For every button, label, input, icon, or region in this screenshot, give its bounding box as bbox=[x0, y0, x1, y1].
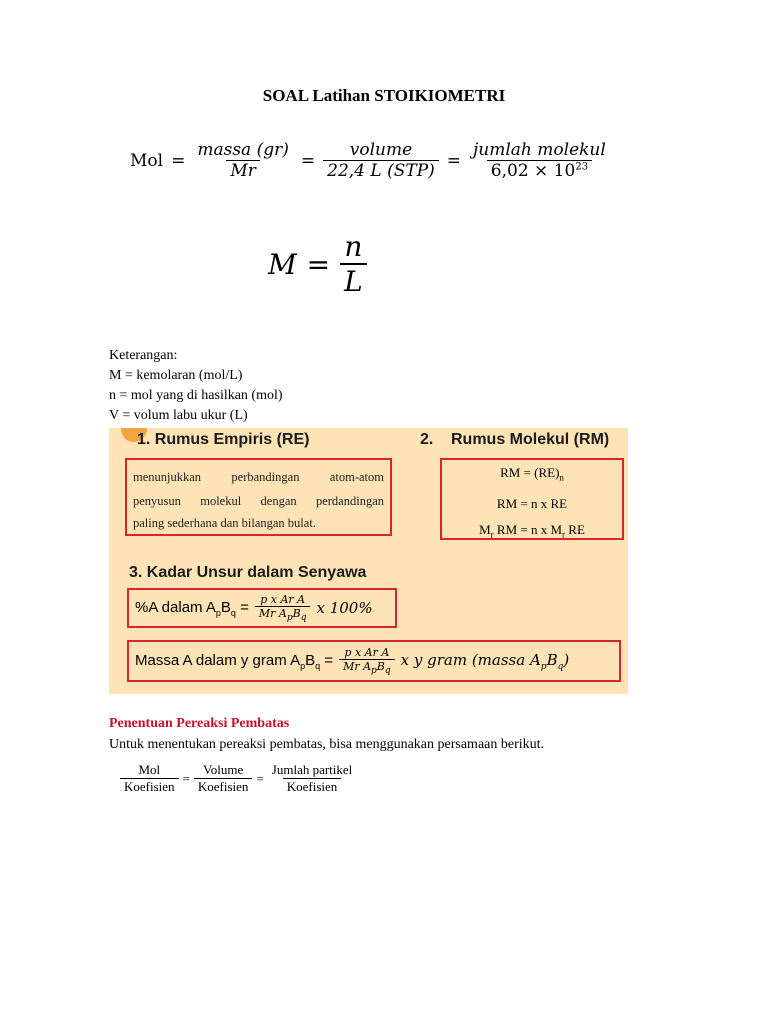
rm-line-1 bbox=[442, 460, 622, 491]
massa-rhs: x y gram (massa $A_pB_q$) bbox=[400, 650, 570, 672]
keterangan-heading: Keterangan: bbox=[109, 348, 178, 363]
massa-rhs-text: x y gram (massa A bbox=[400, 650, 541, 669]
massa-lhs-text: Massa A dalam y gram A bbox=[135, 651, 301, 669]
keterangan-line: V = volum labu ukur (L) bbox=[109, 408, 248, 423]
massa-formula-box bbox=[127, 640, 621, 682]
fraction-n-over-L bbox=[340, 230, 367, 298]
fraction-numerator: jumlah molekul bbox=[473, 140, 606, 160]
fraction-denominator bbox=[487, 160, 592, 181]
fraction-volume bbox=[323, 140, 439, 181]
fraction-numerator: massa (gr) bbox=[197, 140, 289, 160]
rumus-panel bbox=[109, 428, 628, 694]
letter-b: B bbox=[292, 606, 301, 620]
fraction-numerator: volume bbox=[349, 140, 413, 160]
letter-b: B bbox=[220, 598, 231, 616]
rm-line-3-sub: r bbox=[562, 529, 566, 540]
fraction-massa bbox=[193, 140, 293, 181]
subscript-q: q bbox=[230, 607, 236, 618]
kadar-fraction bbox=[255, 593, 311, 623]
massa-den-text: Mr A bbox=[343, 659, 372, 673]
fraction-mol bbox=[120, 762, 179, 795]
subscript-p: p bbox=[286, 613, 293, 624]
fraction-denominator: L bbox=[340, 263, 367, 298]
avogadro-base: 6,02 × 10 bbox=[490, 161, 576, 181]
rm-number: 2. bbox=[420, 431, 434, 448]
kadar-den-text: Mr A bbox=[258, 606, 287, 620]
fraction-denominator bbox=[255, 606, 311, 623]
keterangan-line: M = kemolaran (mol/L) bbox=[109, 368, 243, 383]
kadar-rhs: x 100% bbox=[316, 599, 373, 617]
rm-line-3-part: RE bbox=[565, 521, 585, 537]
fraction-numerator: Volume bbox=[203, 762, 244, 777]
keterangan-line: n = mol yang di hasilkan (mol) bbox=[109, 388, 283, 403]
equals-sign: = bbox=[446, 150, 462, 171]
subscript-q: q bbox=[384, 666, 391, 677]
re-text-line: menunjukkan perbandingan atom-atom bbox=[133, 470, 384, 484]
molarity-lhs: M bbox=[268, 247, 297, 281]
rm-line-3-part: M bbox=[479, 521, 491, 537]
subscript-q: q bbox=[300, 613, 307, 624]
rm-line-3 bbox=[442, 517, 622, 548]
kadar-heading: 3. Kadar Unsur dalam Senyawa bbox=[129, 564, 367, 581]
mol-lhs: Mol bbox=[130, 150, 164, 171]
subscript-p: p bbox=[371, 666, 377, 677]
kadar-formula-box bbox=[127, 588, 397, 628]
molarity-formula bbox=[268, 230, 367, 298]
fraction-numerator: p x Ar A bbox=[344, 645, 390, 659]
fraction-numerator: Mol bbox=[138, 762, 161, 777]
rm-heading: Rumus Molekul (RM) bbox=[451, 431, 610, 448]
re-heading: 1. Rumus Empiris (RE) bbox=[137, 431, 310, 448]
re-definition-box bbox=[125, 458, 392, 536]
rm-line-2: RM = n x RE bbox=[496, 495, 568, 511]
subscript-p: p bbox=[300, 660, 306, 671]
massa-fraction bbox=[339, 646, 395, 676]
fraction-jumlah-molekul bbox=[469, 140, 610, 181]
fraction-jumlah-partikel bbox=[268, 762, 357, 795]
rm-line-1-sub: n bbox=[559, 472, 564, 483]
pereaksi-formula bbox=[120, 762, 356, 795]
equals-sign: = bbox=[256, 770, 264, 786]
fraction-denominator bbox=[339, 659, 395, 676]
fraction-denominator: Koefisien bbox=[120, 778, 179, 795]
subscript-q: q bbox=[557, 661, 564, 672]
keterangan-block bbox=[109, 346, 283, 426]
letter-b: B bbox=[305, 651, 316, 669]
re-text-line: paling sederhana dan bilangan bulat. bbox=[133, 516, 316, 530]
mol-formula bbox=[130, 140, 610, 181]
rm-line-3-sub: r bbox=[490, 529, 494, 540]
fraction-numerator: Jumlah partikel bbox=[271, 762, 353, 777]
rm-formula-box bbox=[440, 458, 624, 540]
equals-sign: = bbox=[300, 150, 316, 171]
equals-sign: = bbox=[306, 247, 331, 281]
equals-sign: = bbox=[182, 770, 190, 786]
document-title: SOAL Latihan STOIKIOMETRI bbox=[262, 86, 506, 105]
fraction-denominator: 22,4 L (STP) bbox=[323, 160, 439, 181]
fraction-denominator: Koefisien bbox=[194, 778, 253, 795]
subscript-p: p bbox=[540, 661, 547, 672]
fraction-numerator: n bbox=[344, 230, 363, 263]
fraction-volume bbox=[194, 762, 253, 795]
kadar-lhs-text: %A dalam A bbox=[135, 598, 216, 616]
subscript-p: p bbox=[215, 607, 221, 618]
pereaksi-text: Untuk menentukan pereaksi pembatas, bisa menggunakan persamaan berikut. bbox=[109, 737, 545, 752]
re-text-line: penyusun molekul dengan perdandingan bbox=[133, 494, 384, 508]
fraction-denominator: Koefisien bbox=[283, 778, 342, 795]
equals-sign: = bbox=[171, 150, 186, 171]
avogadro-exponent: 23 bbox=[575, 161, 589, 173]
letter-b: B bbox=[376, 659, 385, 673]
pereaksi-heading: Penentuan Pereaksi Pembatas bbox=[109, 716, 290, 731]
fraction-numerator: p x Ar A bbox=[260, 592, 306, 606]
letter-b: B bbox=[546, 650, 558, 669]
subscript-q: q bbox=[315, 660, 321, 671]
fraction-denominator: Mr bbox=[226, 160, 260, 181]
rm-line-1-text: RM = (RE) bbox=[500, 465, 560, 480]
rm-line-3-part: RM = n x M bbox=[493, 521, 563, 537]
kadar-lhs: %A dalam $A_pB_q$ = bbox=[135, 598, 249, 618]
massa-lhs: Massa A dalam y gram $A_pB_q$ = bbox=[135, 651, 334, 671]
